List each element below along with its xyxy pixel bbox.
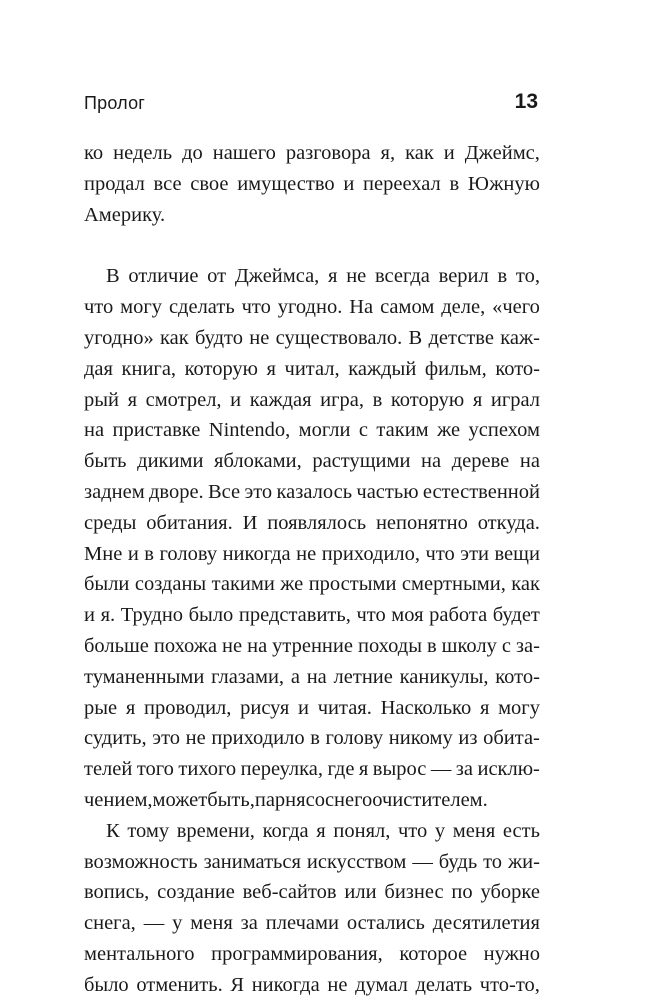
text-line: среды обитания. И появлялось непонятно откуда.	[84, 511, 540, 534]
text-line: судить, это не приходило в голову никому из обита-	[84, 727, 540, 750]
text-line: В отличие от Джеймса, я не всегда верил в то,	[106, 265, 540, 288]
text-line: продал все свое имущество и переехал в Южную	[84, 172, 540, 195]
text-line: и я. Трудно было представить, что моя работа будет	[84, 604, 540, 627]
text-line: ментального программирования, которое нужно	[84, 942, 540, 965]
text-line: К тому времени, когда я понял, что у меня есть	[106, 819, 540, 842]
text-line: дая книга, которую я читал, каждый фильм, кото-	[84, 357, 540, 380]
text-line: что могу сделать что угодно. На самом деле, «чего	[84, 296, 540, 319]
text-line: Америку.	[84, 203, 166, 226]
text-line: на приставке Nintendo, могли с таким же успехом	[84, 419, 540, 442]
text-line: снега, — у меня за плечами остались десятилетия	[84, 912, 540, 935]
paragraph	[84, 261, 540, 815]
text-line: было отменить. Я никогда не думал делать что-то,	[84, 973, 540, 996]
text-line: угодно» как будто не существовало. В детстве каж-	[84, 326, 540, 349]
text-line: телей того тихого переулка, где я вырос — за исклю-	[84, 758, 540, 781]
text-line: были созданы такими же простыми смертными, как	[84, 573, 540, 596]
page-number: 13	[514, 90, 538, 113]
text-line: рые я проводил, рисуя и читая. Насколько я могу	[84, 696, 540, 719]
text-line: вопись, создание веб-сайтов или бизнес по уборке	[84, 881, 540, 904]
text-line: чением, может быть, парня со снегоочистителем.	[84, 788, 488, 811]
paragraph	[84, 138, 540, 230]
text-line: больше похожа не на утренние походы в школу с за-	[84, 634, 540, 657]
text-line: заднем дворе. Все это казалось частью естественной	[84, 480, 540, 503]
text-line: Мне и в голову никогда не приходило, что эти вещи	[84, 542, 540, 565]
paragraph-gap	[84, 230, 540, 261]
paragraph	[84, 816, 540, 1001]
text-line: ко недель до нашего разговора я, как и Джеймс,	[84, 142, 540, 164]
running-head: Пролог	[84, 93, 146, 113]
text-line: рый я смотрел, и каждая игра, в которую я играл	[84, 388, 540, 411]
body-text	[84, 138, 540, 1001]
text-line: быть дикими яблоками, растущими на дереве на	[84, 450, 540, 473]
text-line: возможность заниматься искусством — будь то жи-	[84, 850, 540, 873]
text-line: туманенными глазами, а на летние каникулы, кото-	[84, 665, 540, 688]
